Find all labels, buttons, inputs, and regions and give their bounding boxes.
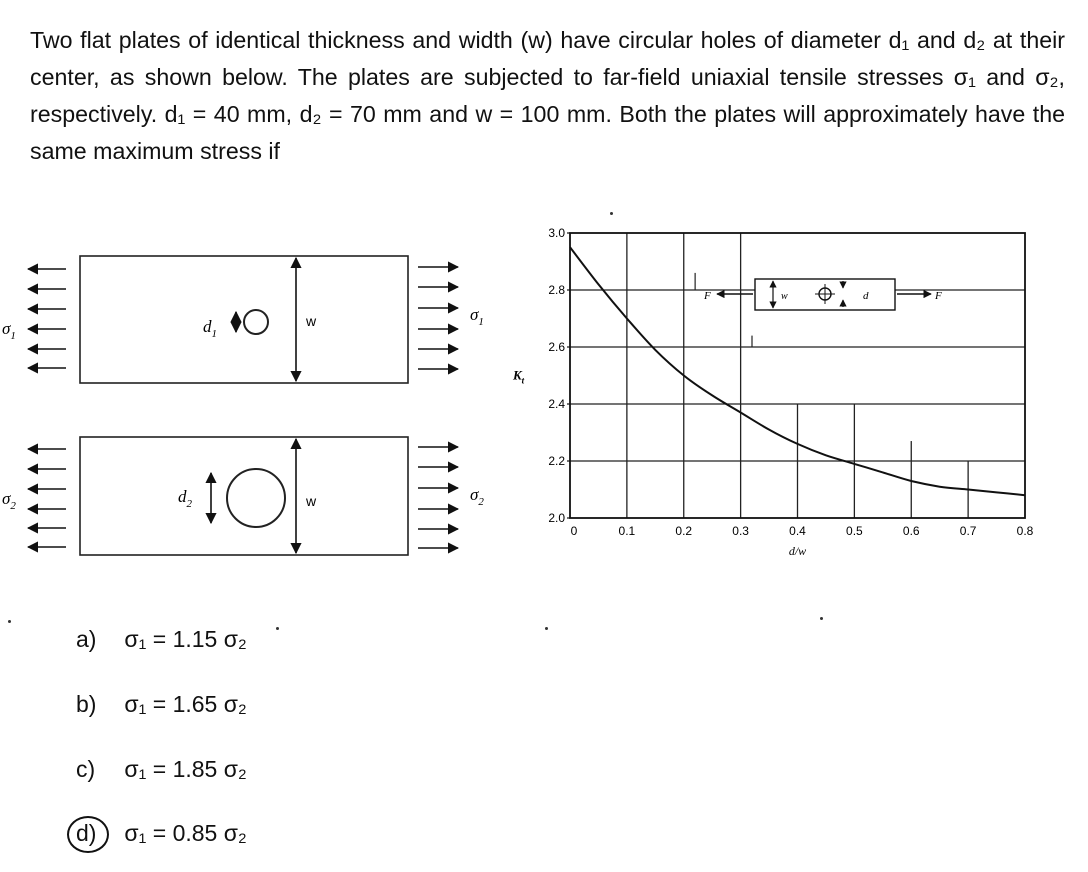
option-a-lhs: σ₁ <box>124 626 147 652</box>
option-a-eq: = <box>152 626 167 652</box>
scan-speck <box>610 212 613 215</box>
y-tick-label: 2.8 <box>548 283 565 297</box>
x-tick-label: 0.8 <box>1016 524 1034 538</box>
option-d-coef: 0.85 <box>172 820 218 846</box>
plate-1-right-arrows <box>418 267 458 369</box>
x-tick-label: 0.1 <box>618 524 636 538</box>
answer-circle-mark <box>67 816 109 853</box>
plate-2-outline <box>80 437 408 555</box>
inset-diagram <box>703 279 942 310</box>
y-tick-labels <box>548 226 570 525</box>
inset-left-force-label: F <box>704 290 711 302</box>
x-tick-label: 0.7 <box>959 524 977 538</box>
plates-figure <box>0 240 500 570</box>
scan-speck <box>8 620 11 623</box>
y-tick-label: 2.0 <box>548 511 565 525</box>
option-d-rhs: σ₂ <box>223 820 247 846</box>
option-a-label: a) <box>76 626 97 652</box>
x-tick-label: 0.4 <box>789 524 806 538</box>
option-d-eq: = <box>152 820 167 846</box>
inset-d-label: d <box>863 290 869 302</box>
option-b-rhs: σ₂ <box>223 691 247 717</box>
option-a-coef: 1.15 <box>172 626 218 652</box>
plate-2-right-arrows <box>418 447 458 548</box>
option-b-lhs: σ₁ <box>124 691 147 717</box>
question-text: Two flat plates of identical thickness and width (w) have circular holes of diameter d₁ and d₂ at their center, as shown below. The plates are subjected to far-field uniaxial tensile stresses σ₁ and σ₂, respectively. d₁ = 40 mm, d₂ = 70 mm and w = 100 mm. Both the plates will approximately have the same maximum stress if <box>30 27 1065 164</box>
x-axis-label: d/w <box>788 544 807 558</box>
d1-label: $d_1$ <box>203 317 217 340</box>
option-c-coef: 1.85 <box>172 756 218 782</box>
x-tick-label: 0.5 <box>846 524 863 538</box>
option-c[interactable] <box>76 756 247 783</box>
y-tick-label: 2.2 <box>548 454 565 468</box>
option-d-lhs: σ₁ <box>124 820 147 846</box>
sigma1-left-label: $\sigma_1$ <box>2 319 16 342</box>
sigma1-right-label: $\sigma_1$ <box>470 305 484 328</box>
w2-label: w <box>306 493 317 509</box>
plate-2-left-arrows <box>28 449 66 547</box>
scan-speck <box>545 627 548 630</box>
inset-right-force-label: F <box>935 290 942 302</box>
sigma2-right-label: $\sigma_2$ <box>470 485 484 508</box>
option-c-rhs: σ₂ <box>223 756 247 782</box>
plate-2 <box>2 437 484 555</box>
x-tick-label: 0 <box>570 524 578 538</box>
hole-2 <box>227 469 285 527</box>
option-b-label: b) <box>76 691 97 717</box>
option-c-lhs: σ₁ <box>124 756 147 782</box>
kt-chart <box>505 215 1045 565</box>
option-b-eq: = <box>152 691 167 717</box>
inset-w-label: w <box>781 291 788 302</box>
y-tick-label: 2.6 <box>548 340 565 354</box>
option-b-coef: 1.65 <box>172 691 218 717</box>
option-a[interactable] <box>76 626 247 653</box>
scan-speck <box>820 617 823 620</box>
x-tick-labels <box>571 524 1034 538</box>
plate-1 <box>2 256 484 383</box>
sigma2-left-label: $\sigma_2$ <box>2 489 16 512</box>
scan-speck <box>276 627 279 630</box>
option-b[interactable] <box>76 691 247 718</box>
x-tick-label: 0.6 <box>902 524 920 538</box>
option-c-eq: = <box>152 756 167 782</box>
option-d[interactable] <box>76 820 247 847</box>
x-tick-label: 0.2 <box>675 524 693 538</box>
plate-1-left-arrows <box>28 269 66 368</box>
option-a-rhs: σ₂ <box>223 626 247 652</box>
y-tick-label: 2.4 <box>548 397 565 411</box>
option-d-label: d) <box>76 820 118 847</box>
x-tick-label: 0.3 <box>732 524 749 538</box>
hole-1 <box>244 310 268 334</box>
d2-label: $d_2$ <box>178 487 192 510</box>
option-c-label: c) <box>76 756 96 782</box>
y-axis-label: $K_t$ <box>513 367 525 386</box>
w1-label: w <box>306 313 317 329</box>
y-tick-label: 3.0 <box>548 226 565 240</box>
